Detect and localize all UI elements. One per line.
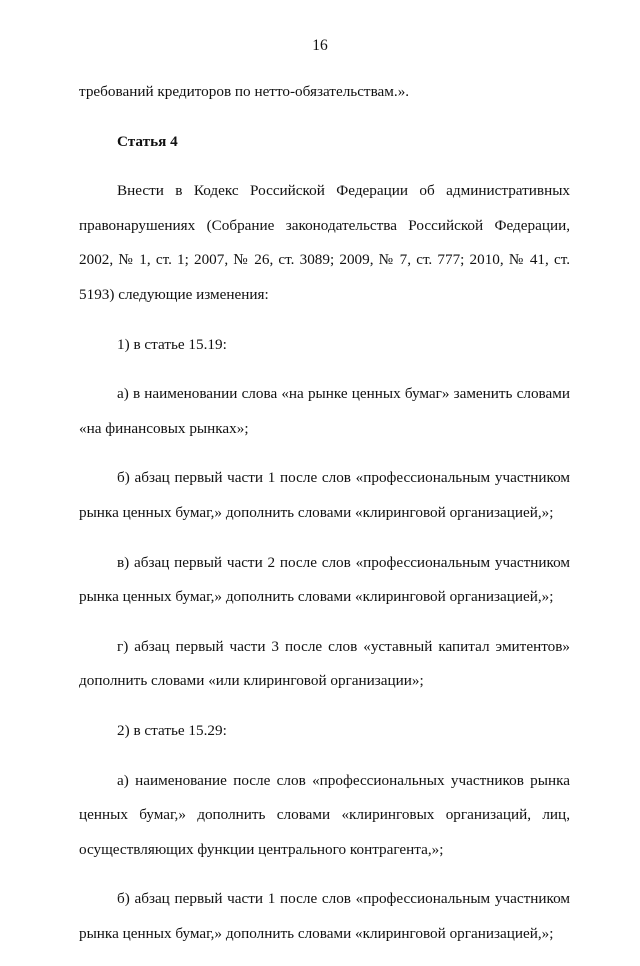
document-body [79,75,570,966]
page-number: 16 [312,37,328,54]
continuation-text: требований кредиторов по нетто-обязательствам.». [79,83,410,100]
list-item: б) абзац первый части 1 после слов «профессиональным участником рынка ценных бумаг,» дополнить словами «клиринговой организацией,»; [79,469,570,521]
list-item: б) абзац первый части 1 после слов «профессиональным участником рынка ценных бумаг,» дополнить словами «клиринговой организацией,»; [79,890,570,942]
list-item: а) в наименовании слова «на рынке ценных бумаг» заменить словами «на финансовых рынках»; [79,385,570,437]
article-intro: Внести в Кодекс Российской Федерации об административных правонарушениях (Собрание законодательства Российской Федерации, 2002, № 1, ст. 1; 2007, № 26, ст. 3089; 2009, № 7, ст. 777; 2010, № 41, ст. 5193) следующие изменения: [79,182,570,303]
article-heading: Статья 4 [117,132,178,150]
list-item: 1) в статье 15.19: [117,335,227,353]
list-item: в) абзац первый части 2 после слов «профессиональным участником рынка ценных бумаг,» дополнить словами «клиринговой организацией,»; [79,553,570,606]
list-item: а) наименование после слов «профессиональных участников рынка ценных бумаг,» дополнить словами «клиринговых организаций, лиц, осуществляющих функции центрального контрагента,»; [79,771,570,858]
list-item: 2) в статье 15.29: [117,721,227,739]
list-item: г) абзац первый части 3 после слов «уставный капитал эмитентов» дополнить словами «или клиринговой организации»; [79,637,570,690]
